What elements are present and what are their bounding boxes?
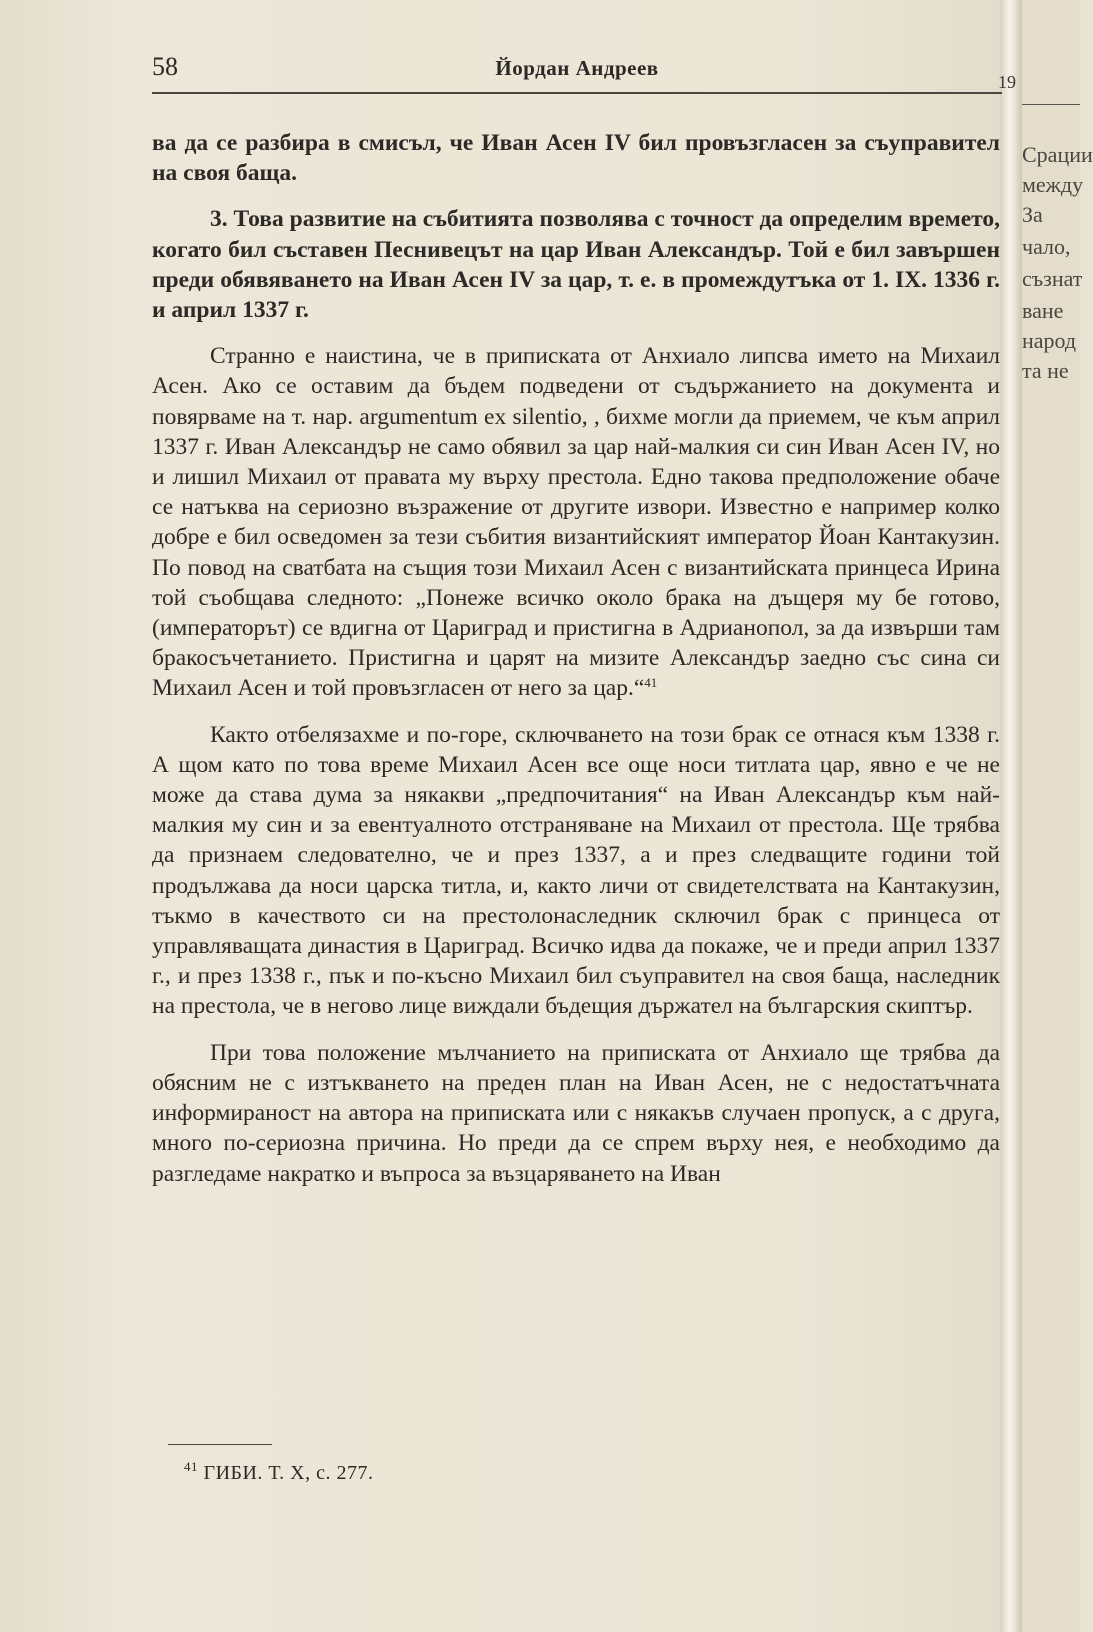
paragraph: 3. Това развитие на събитията позволява с точност да определим времето, когато бил съставен Песнивецът на цар Иван Александър. Той е бил завършен преди обявяването на Иван Асен IV за цар, т. е. в промеждутъка от 1. IX. 1336 г. и април 1337 г. [152, 206, 1000, 324]
running-head: Йордан Андреев [495, 56, 659, 80]
adjacent-text-fragment: между [1022, 172, 1084, 197]
footnote [184, 1459, 374, 1485]
page-number: 58 [152, 52, 178, 81]
page-fold [1000, 0, 1022, 1632]
paragraph: Както отбелязахме и по-горе, сключването на този брак се отнася към 1338 г. А щом като по това време Михаил Асен все още носи титлата цар, явно е че не може да става дума за някакви „предпочитания“ на Иван Александър към най-малкия му син и за евентуалното отстраняване на Михаил от престола. Ще трябва да признаем следователно, че и през 1337, а и през следващите години той продължава да носи царска титла, и, както личи от свидетелствата на Кантакузин, тъкмо в качеството си на престолонаследник сключил брак с принцеса от управляващата династия в Цариград. Всичко идва да покаже, че и преди април 1337 г., и през 1338 г., пък и по-късно Михаил бил съуправител на своя баща, наследник на престола, че в негово лице виждали бъдещия държател на българския скиптър. [152, 721, 1000, 1020]
paragraph [152, 341, 1000, 703]
adjacent-text-fragment: Срации [1022, 142, 1093, 167]
paragraph: При това положение мълчанието на приписката от Анхиало ще трябва да обясним не с изтъкването на преден план на Иван Асен, не с недостатъчната информираност на автора на приписката или с някакъв случаен пропуск, а с друга, много по-сериозна причина. Но преди да се спрем върху нея, е необходимо да разгледаме накратко и въпроса за възцаряването на Иван [152, 1039, 1000, 1187]
paragraph-text: Странно е наистина, че в приписката от Анхиало липсва името на Михаил Асен. Ако се оставим да бъдем подведени от съдържанието на документа и повярваме на т. нар. argumentum ex silentio, , бихме могли да приемем, че към април 1337 г. Иван Александър не само обявил за цар най-малкия си син Иван Асен IV, но и лишил Михаил от правата му върху престола. Едно такова предположение обаче се натъква на сериозно възражение от другите извори. Известно е например колко добре е бил осведомен за тези събития византийският император Йоан Кантакузин. По повод на сватбата на същия този Михаил Асен с византийската принцеса Ирина той съобщава следното: „Понеже всичко около брака на дъщеря му бе готово, (императорът) се вдигна от Цариград и пристигна в Адрианопол, за да извърши там бракосъчетанието. Пристигна и царят на мизите Александър заедно със сина си Михаил Асен и той провъзгласен от него за цар.“ [152, 343, 1000, 702]
footnote-reference: 41 [644, 675, 658, 691]
paragraph: ва да се разбира в смисъл, че Иван Асен IV бил провъзгласен за съуправител на своя баща. [152, 130, 1000, 187]
page-header [152, 50, 1002, 90]
footnote-text: ГИБИ. Т. X, с. 277. [203, 1462, 374, 1484]
adjacent-text-fragment: съзнат [1022, 266, 1083, 291]
footnote-number: 41 [184, 1459, 198, 1474]
adjacent-text-fragment: народ [1022, 328, 1077, 353]
footnote-rule [168, 1444, 272, 1445]
adjacent-page [998, 0, 1093, 1632]
header-rule [152, 92, 1002, 94]
adjacent-text-fragment: ване [1022, 298, 1064, 323]
adjacent-text-fragment: За [1022, 202, 1043, 227]
adjacent-page-number: 19 [998, 72, 1016, 92]
body-text [152, 128, 1000, 1189]
adjacent-text-fragment: чало, [1022, 234, 1071, 259]
adjacent-text-fragment: та не [1022, 358, 1069, 383]
adjacent-header-rule [1022, 104, 1080, 105]
